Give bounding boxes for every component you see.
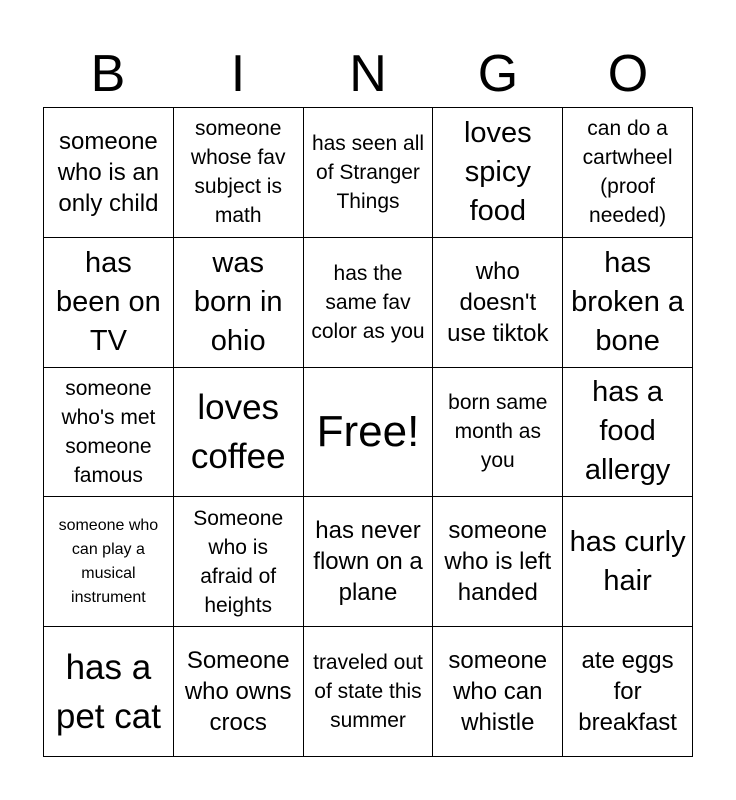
bingo-cell-r5-c5[interactable] bbox=[563, 627, 693, 757]
bingo-cell-text: loves spicy food bbox=[463, 116, 532, 227]
bingo-cell-r5-c2[interactable] bbox=[174, 627, 304, 757]
bingo-cell-text: someone who can whistle bbox=[448, 647, 548, 737]
bingo-cell-r4-c1[interactable] bbox=[44, 497, 174, 627]
bingo-cell-r1-c3[interactable] bbox=[304, 108, 434, 238]
bingo-cell-text: someone who is left handed bbox=[444, 517, 552, 607]
bingo-cell-r3-c1[interactable] bbox=[44, 368, 174, 498]
header-letter-i: I bbox=[230, 45, 246, 103]
bingo-cell-text: ate eggs for breakfast bbox=[578, 647, 677, 737]
bingo-cell-r1-c1[interactable] bbox=[44, 108, 174, 238]
bingo-cell-text: has broken a bone bbox=[571, 246, 685, 357]
bingo-cell-r2-c3[interactable] bbox=[304, 238, 434, 368]
bingo-cell-r2-c4[interactable] bbox=[433, 238, 563, 368]
bingo-cell-text: someone who's met someone famous bbox=[61, 376, 156, 487]
header-letter-n: N bbox=[349, 45, 387, 103]
bingo-cell-r1-c4[interactable] bbox=[433, 108, 563, 238]
bingo-cell-r2-c1[interactable] bbox=[44, 238, 174, 368]
bingo-cell-text: Someone who is afraid of heights bbox=[193, 506, 284, 617]
bingo-cell-text: loves coffee bbox=[190, 387, 286, 476]
bingo-cell-r5-c1[interactable] bbox=[44, 627, 174, 757]
bingo-cell-r4-c2[interactable] bbox=[174, 497, 304, 627]
bingo-cell-text: has the same fav color as you bbox=[311, 261, 425, 343]
bingo-cell-text: Free! bbox=[316, 406, 420, 456]
bingo-cell-r5-c4[interactable] bbox=[433, 627, 563, 757]
bingo-cell-text: has seen all of Stranger Things bbox=[311, 131, 425, 213]
bingo-cell-r3-c2[interactable] bbox=[174, 368, 304, 498]
bingo-cell-r4-c4[interactable] bbox=[433, 497, 563, 627]
bingo-cell-text: someone whose fav subject is math bbox=[190, 117, 286, 228]
bingo-cell-r3-c4[interactable] bbox=[433, 368, 563, 498]
header-letter-b: B bbox=[90, 45, 126, 103]
bingo-cell-text: someone who is an only child bbox=[57, 127, 160, 217]
bingo-cell-r2-c5[interactable] bbox=[563, 238, 693, 368]
bingo-cell-text: born same month as you bbox=[448, 391, 548, 473]
bingo-cell-text: Someone who owns crocs bbox=[184, 647, 292, 737]
header-letter-o: O bbox=[607, 45, 649, 103]
bingo-cell-r2-c2[interactable] bbox=[174, 238, 304, 368]
bingo-header bbox=[43, 40, 693, 108]
bingo-cell-text: someone who can play a musical instrument bbox=[58, 516, 159, 606]
bingo-cell-text: can do a cartwheel (proof needed) bbox=[582, 117, 673, 228]
header-letter-g: G bbox=[477, 45, 519, 103]
bingo-cell-r1-c2[interactable] bbox=[174, 108, 304, 238]
bingo-cell-r3-c5[interactable] bbox=[563, 368, 693, 498]
bingo-board bbox=[43, 107, 693, 757]
bingo-cell-r4-c5[interactable] bbox=[563, 497, 693, 627]
bingo-cell-text: traveled out of state this summer bbox=[313, 651, 423, 733]
bingo-cell-r1-c5[interactable] bbox=[563, 108, 693, 238]
bingo-cell-text: has never flown on a plane bbox=[313, 517, 423, 607]
bingo-cell-text: has a pet cat bbox=[55, 647, 161, 736]
bingo-cell-text: has a food allergy bbox=[584, 376, 671, 487]
bingo-cell-r5-c3[interactable] bbox=[304, 627, 434, 757]
bingo-cell-text: who doesn't use tiktok bbox=[447, 257, 549, 347]
bingo-cell-text: has curly hair bbox=[569, 525, 686, 597]
bingo-cell-r4-c3[interactable] bbox=[304, 497, 434, 627]
bingo-cell-text: has been on TV bbox=[55, 246, 161, 357]
bingo-cell-free[interactable] bbox=[304, 368, 434, 498]
bingo-cell-text: was born in ohio bbox=[193, 246, 283, 357]
